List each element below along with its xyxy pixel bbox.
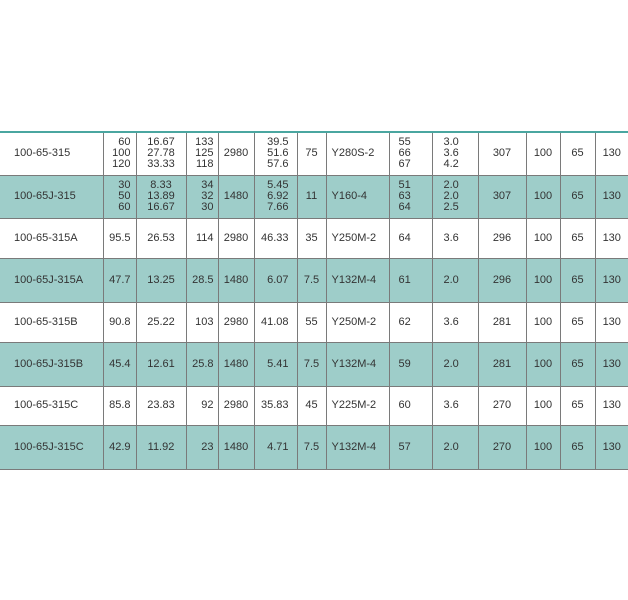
cell-value: Y225M-2 [331, 399, 377, 411]
cell-value: 3.6 [443, 315, 459, 328]
cell-value: 28.5 [192, 273, 214, 286]
cell-value: 63 [398, 190, 411, 202]
cell-value: 100 [533, 399, 553, 411]
cell-speed [218, 175, 254, 218]
cell-model [0, 302, 103, 342]
cell-value: 103 [195, 315, 214, 328]
cell-motor-model [326, 302, 389, 342]
cell-outlet [560, 342, 595, 386]
cell-value: 130 [602, 440, 621, 453]
cell-value: 51 [398, 179, 411, 191]
cell-motor-model [326, 132, 389, 175]
cell-value: 23.83 [147, 399, 175, 411]
cell-power-motor [297, 302, 326, 342]
cell-value: Y160-4 [331, 190, 367, 202]
cell-value: 57 [398, 440, 411, 453]
cell-flow-m3h [103, 302, 136, 342]
cell-flow-ls [136, 302, 186, 342]
cell-value: Y132M-4 [331, 357, 377, 370]
cell-flow-ls [136, 258, 186, 302]
cell-value: 2.0 [443, 357, 459, 370]
cell-power-motor [297, 342, 326, 386]
table-row [0, 175, 628, 218]
cell-efficiency [389, 258, 432, 302]
cell-flow-ls [136, 386, 186, 425]
cell-value: 100-65-315 [14, 147, 71, 160]
cell-value: 281 [492, 357, 512, 370]
cell-value: 100 [533, 273, 553, 286]
cell-model [0, 425, 103, 469]
cell-power-motor [297, 386, 326, 425]
cell-inlet [526, 132, 560, 175]
cell-power-shaft [254, 175, 297, 218]
cell-motor-model [326, 258, 389, 302]
cell-value: 296 [492, 273, 512, 286]
cell-value: 270 [492, 440, 512, 453]
cell-head [186, 302, 218, 342]
cell-motor-model [326, 175, 389, 218]
cell-outlet [560, 258, 595, 302]
cell-value: 7.5 [303, 440, 320, 453]
cell-value: 33.33 [147, 158, 175, 171]
cell-value: 47.7 [109, 273, 131, 286]
cell-value: 2.0 [443, 179, 459, 191]
cell-value: 7.5 [303, 273, 320, 286]
cell-value: 50 [118, 190, 131, 202]
pump-spec-table [0, 131, 628, 470]
cell-value: 125 [195, 147, 214, 160]
cell-value: 16.67 [147, 136, 175, 149]
cell-value: 100 [533, 357, 553, 370]
cell-flow-ls [136, 218, 186, 258]
cell-value: 8.33 [150, 179, 172, 191]
cell-head [186, 425, 218, 469]
cell-value: 64 [398, 231, 411, 244]
cell-impeller [595, 175, 628, 218]
cell-value: 35 [305, 231, 318, 244]
cell-value: 296 [492, 231, 512, 244]
cell-speed [218, 258, 254, 302]
cell-efficiency [389, 425, 432, 469]
cell-flow-m3h [103, 258, 136, 302]
cell-npsh [432, 386, 478, 425]
cell-weight [478, 425, 526, 469]
cell-value: 100-65J-315 [14, 190, 76, 202]
cell-value: 4.71 [267, 440, 289, 453]
cell-value: 114 [195, 231, 214, 244]
cell-value: Y250M-2 [331, 315, 377, 328]
cell-value: 1480 [223, 273, 249, 286]
cell-value: 133 [195, 136, 214, 149]
cell-value: 100 [533, 231, 553, 244]
cell-power-shaft [254, 132, 297, 175]
cell-value: 64 [398, 201, 411, 213]
cell-flow-m3h [103, 425, 136, 469]
cell-value: 55 [398, 136, 411, 149]
cell-value: 65 [571, 315, 584, 328]
cell-outlet [560, 132, 595, 175]
cell-head [186, 342, 218, 386]
cell-model [0, 175, 103, 218]
cell-power-motor [297, 132, 326, 175]
cell-value: 13.89 [147, 190, 175, 202]
cell-head [186, 258, 218, 302]
cell-value: 100-65J-315B [14, 357, 84, 370]
cell-power-shaft [254, 258, 297, 302]
cell-value: 3.6 [443, 231, 459, 244]
cell-value: 35.83 [260, 399, 289, 411]
cell-value: 130 [602, 231, 621, 244]
cell-value: 1480 [223, 190, 249, 202]
cell-value: 130 [602, 147, 621, 160]
cell-value: 55 [305, 315, 318, 328]
cell-value: 307 [492, 190, 512, 202]
cell-flow-m3h [103, 386, 136, 425]
cell-head [186, 175, 218, 218]
cell-inlet [526, 342, 560, 386]
cell-value: 130 [602, 315, 621, 328]
cell-value: 67 [398, 158, 411, 171]
cell-value: 6.07 [267, 273, 289, 286]
cell-value: Y250M-2 [331, 231, 377, 244]
cell-value: 100-65J-315A [14, 273, 84, 286]
cell-power-shaft [254, 218, 297, 258]
cell-speed [218, 425, 254, 469]
cell-value: 120 [112, 158, 131, 171]
cell-value: 130 [602, 399, 621, 411]
cell-value: 34 [201, 179, 214, 191]
cell-value: 2.0 [443, 190, 459, 202]
cell-value: 60 [398, 399, 411, 411]
cell-head [186, 132, 218, 175]
cell-motor-model [326, 342, 389, 386]
cell-value: 2.0 [443, 440, 459, 453]
cell-weight [478, 218, 526, 258]
cell-motor-model [326, 425, 389, 469]
cell-value: 95.5 [109, 231, 131, 244]
cell-value: 6.92 [267, 190, 289, 202]
cell-flow-m3h [103, 132, 136, 175]
cell-value: 3.6 [443, 147, 459, 160]
cell-power-shaft [254, 342, 297, 386]
cell-value: 100 [533, 440, 553, 453]
cell-power-shaft [254, 425, 297, 469]
cell-flow-ls [136, 342, 186, 386]
cell-value: 307 [492, 147, 512, 160]
cell-value: 46.33 [260, 231, 289, 244]
cell-npsh [432, 342, 478, 386]
cell-motor-model [326, 386, 389, 425]
cell-weight [478, 302, 526, 342]
cell-value: 25.22 [147, 315, 175, 328]
cell-value: 4.2 [443, 158, 459, 171]
cell-outlet [560, 425, 595, 469]
cell-value: 11.92 [147, 440, 175, 453]
cell-value: 65 [571, 399, 584, 411]
cell-value: 75 [305, 147, 318, 160]
cell-value: 3.0 [443, 136, 459, 149]
cell-value: 100-65-315A [14, 231, 78, 244]
cell-value: 100-65J-315C [14, 440, 84, 453]
cell-value: 100 [533, 147, 553, 160]
cell-value: 41.08 [260, 315, 289, 328]
cell-efficiency [389, 218, 432, 258]
cell-outlet [560, 175, 595, 218]
cell-value: 65 [571, 147, 584, 160]
cell-weight [478, 386, 526, 425]
cell-inlet [526, 175, 560, 218]
cell-model [0, 386, 103, 425]
cell-value: 57.6 [267, 158, 289, 171]
cell-value: 90.8 [109, 315, 131, 328]
cell-efficiency [389, 342, 432, 386]
cell-impeller [595, 218, 628, 258]
cell-value: 2980 [223, 231, 249, 244]
cell-value: 1480 [223, 440, 249, 453]
cell-value: 45.4 [109, 357, 131, 370]
cell-flow-m3h [103, 175, 136, 218]
cell-inlet [526, 258, 560, 302]
cell-value: 11 [305, 190, 318, 202]
table-row [0, 258, 628, 302]
cell-value: 2.5 [443, 201, 459, 213]
cell-value: 5.41 [267, 357, 289, 370]
cell-value: 85.8 [109, 399, 131, 411]
cell-weight [478, 175, 526, 218]
cell-value: 66 [398, 147, 411, 160]
cell-efficiency [389, 302, 432, 342]
cell-value: 65 [571, 440, 584, 453]
cell-impeller [595, 342, 628, 386]
cell-value: 26.53 [147, 231, 175, 244]
cell-npsh [432, 302, 478, 342]
cell-impeller [595, 386, 628, 425]
cell-weight [478, 258, 526, 302]
cell-value: 23 [201, 440, 214, 453]
cell-model [0, 218, 103, 258]
cell-value: 5.45 [267, 179, 289, 191]
cell-flow-ls [136, 425, 186, 469]
cell-value: 2980 [223, 315, 249, 328]
cell-value: 59 [398, 357, 411, 370]
cell-value: 100-65-315B [14, 315, 78, 328]
cell-value: 92 [201, 399, 214, 411]
cell-value: 2980 [223, 399, 249, 411]
cell-value: 100-65-315C [14, 399, 79, 411]
cell-value: 32 [201, 190, 214, 202]
cell-value: 7.66 [267, 201, 289, 213]
cell-value: 61 [398, 273, 411, 286]
cell-flow-ls [136, 175, 186, 218]
cell-value: 118 [195, 158, 214, 171]
cell-impeller [595, 302, 628, 342]
cell-outlet [560, 218, 595, 258]
cell-model [0, 342, 103, 386]
cell-outlet [560, 386, 595, 425]
cell-flow-m3h [103, 342, 136, 386]
cell-value: 100 [533, 190, 553, 202]
table-row [0, 302, 628, 342]
cell-value: 16.67 [147, 201, 175, 213]
table-row [0, 342, 628, 386]
cell-value: 130 [602, 190, 621, 202]
cell-value: 7.5 [303, 357, 320, 370]
cell-power-shaft [254, 386, 297, 425]
cell-value: 62 [398, 315, 411, 328]
cell-speed [218, 386, 254, 425]
cell-value: 2.0 [443, 273, 459, 286]
cell-speed [218, 132, 254, 175]
cell-power-motor [297, 175, 326, 218]
table-row [0, 132, 628, 175]
cell-npsh [432, 425, 478, 469]
cell-value: 45 [305, 399, 318, 411]
cell-value: 65 [571, 273, 584, 286]
cell-value: Y132M-4 [331, 273, 377, 286]
cell-power-motor [297, 218, 326, 258]
cell-value: 60 [118, 201, 131, 213]
cell-model [0, 258, 103, 302]
cell-value: 30 [201, 201, 214, 213]
cell-value: 130 [602, 357, 621, 370]
cell-value: 39.5 [267, 136, 289, 149]
cell-inlet [526, 425, 560, 469]
cell-value: 2980 [223, 147, 249, 160]
cell-value: 65 [571, 357, 584, 370]
cell-value: 12.61 [147, 357, 175, 370]
cell-efficiency [389, 386, 432, 425]
cell-inlet [526, 386, 560, 425]
cell-inlet [526, 218, 560, 258]
cell-value: 13.25 [147, 273, 175, 286]
cell-value: 51.6 [267, 147, 289, 160]
cell-motor-model [326, 218, 389, 258]
cell-value: 27.78 [147, 147, 175, 160]
cell-value: 281 [492, 315, 512, 328]
cell-value: Y280S-2 [331, 147, 375, 160]
cell-speed [218, 302, 254, 342]
cell-value: 270 [492, 399, 512, 411]
cell-flow-m3h [103, 218, 136, 258]
cell-value: 100 [533, 315, 553, 328]
table-row [0, 218, 628, 258]
cell-power-motor [297, 425, 326, 469]
cell-value: 130 [602, 273, 621, 286]
cell-efficiency [389, 175, 432, 218]
cell-flow-ls [136, 132, 186, 175]
table-row [0, 425, 628, 469]
cell-value: 42.9 [109, 440, 131, 453]
cell-inlet [526, 302, 560, 342]
cell-npsh [432, 132, 478, 175]
cell-impeller [595, 258, 628, 302]
cell-power-shaft [254, 302, 297, 342]
cell-value: 30 [118, 179, 131, 191]
cell-value: Y132M-4 [331, 440, 377, 453]
cell-model [0, 132, 103, 175]
cell-speed [218, 218, 254, 258]
cell-weight [478, 132, 526, 175]
cell-weight [478, 342, 526, 386]
cell-npsh [432, 258, 478, 302]
cell-outlet [560, 302, 595, 342]
cell-head [186, 218, 218, 258]
cell-value: 1480 [223, 357, 249, 370]
cell-npsh [432, 218, 478, 258]
cell-value: 65 [571, 190, 584, 202]
cell-value: 25.8 [192, 357, 214, 370]
cell-power-motor [297, 258, 326, 302]
cell-npsh [432, 175, 478, 218]
cell-value: 60 [118, 136, 131, 149]
cell-value: 65 [571, 231, 584, 244]
cell-speed [218, 342, 254, 386]
cell-impeller [595, 132, 628, 175]
cell-efficiency [389, 132, 432, 175]
cell-head [186, 386, 218, 425]
cell-value: 100 [112, 147, 131, 160]
table-row [0, 386, 628, 425]
cell-impeller [595, 425, 628, 469]
cell-value: 3.6 [443, 399, 459, 411]
